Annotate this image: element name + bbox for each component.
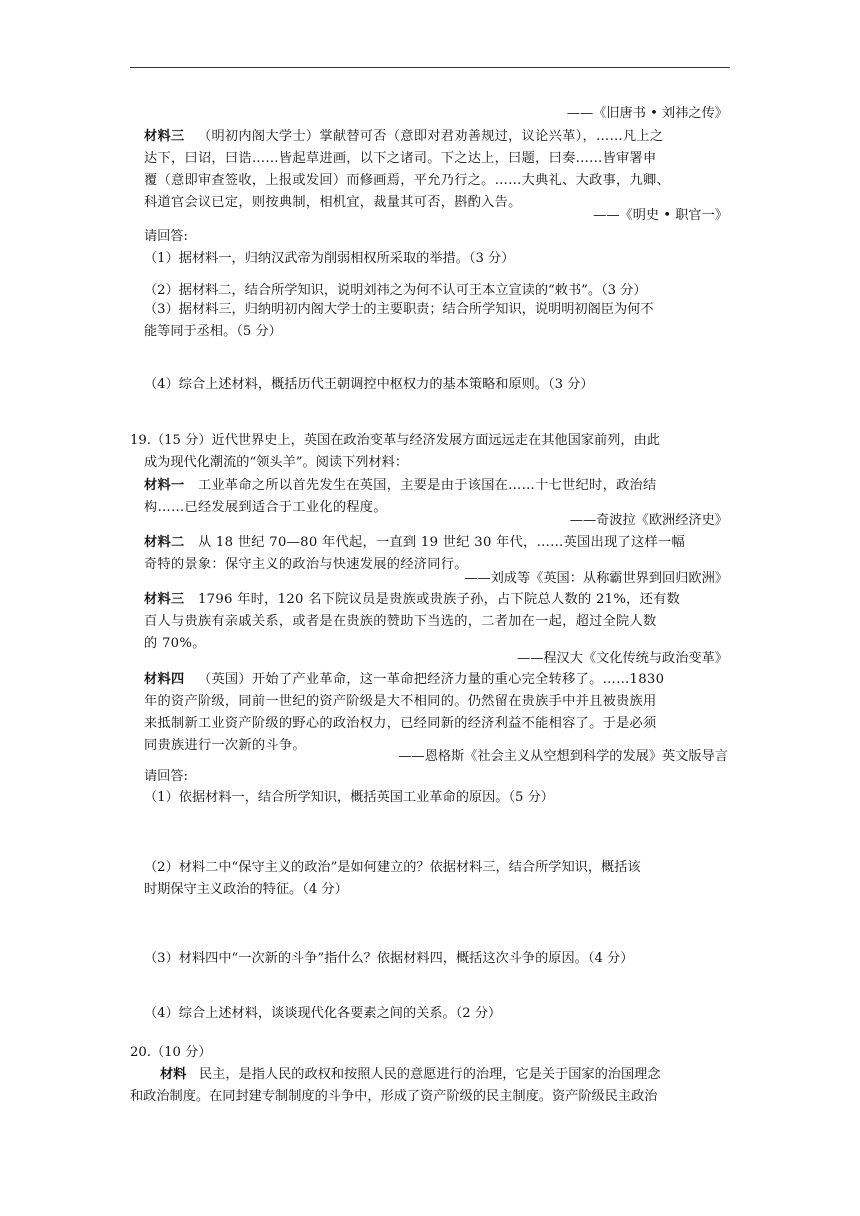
question-20-stem: 20.（10 分） [130, 1045, 212, 1060]
question-19-stem: 19.（15 分）近代世界史上，英国在政治变革与经济发展方面远远走在其他国家前列，由此 [130, 433, 660, 448]
material-text: 和政治制度。在同封建专制制度的斗争中，形成了资产阶级的民主制度。资产阶级民主政治 [130, 1089, 658, 1104]
question-19-2: （2）材料二中“保守主义的政治”是如何建立的？依据材料三，结合所学知识，概括该 [144, 860, 641, 875]
source-citation: ——奇波拉《欧洲经济史》 [569, 513, 728, 528]
question-19-1: （1）依据材料一，结合所学知识，概括英国工业革命的原因。（5 分） [144, 790, 554, 805]
material-label: 材料 [160, 1067, 187, 1082]
prompt-label: 请回答: [144, 769, 189, 784]
source-citation: ——《明史 • 职官一》 [593, 208, 728, 223]
question-1: （1）据材料一，归纳汉武帝为削弱相权所采取的举措。（3 分） [144, 251, 515, 266]
material-text: 1796 年时，120 名下院议员是贵族或贵族子孙，占下院总人数的 21%，还有数 [197, 592, 681, 607]
question-4: （4）综合上述材料，概括历代王朝调控中枢权力的基本策略和原则。（3 分） [144, 377, 594, 392]
material-text: 来抵制新工业资产阶级的野心的政治权力，已经同新的经济利益不能相容了。于是必须 [144, 716, 657, 731]
material-text: 达下，曰诏，曰诰……皆起草进画，以下之诸司。下之达上，曰题，曰奏……皆审署申 [144, 151, 657, 166]
material-text: 覆（意即审查签收，上报或发回）而修画焉，平允乃行之。……大典礼、大政事，九卿、 [144, 173, 671, 188]
material-label: 材料一 [144, 478, 185, 493]
material-text: （明初内阁大学士）掌献替可否（意即对君劝善规过，议论兴革），……凡上之 [197, 129, 664, 144]
question-3: （3）据材料三，归纳明初内阁大学士的主要职责；结合所学知识，说明明初阁臣为何不 [144, 302, 654, 317]
material-paragraph [160, 1064, 750, 1086]
material-label: 材料四 [144, 672, 185, 687]
header-rule [130, 67, 730, 68]
question-19-stem-cont: 成为现代化潮流的“领头羊”。阅读下列材料： [144, 455, 409, 470]
material-label: 材料三 [144, 129, 185, 144]
material-paragraph [144, 669, 734, 691]
material-paragraph [144, 126, 734, 148]
question-19-2-cont: 时期保守主义政治的特征。（4 分） [144, 882, 348, 897]
material-text: 的 70%。 [144, 636, 206, 651]
material-text: 年的资产阶级，同前一世纪的资产阶级是大不相同的。仍然留在贵族手中并且被贵族用 [144, 694, 657, 709]
question-3-cont: 能等同于丞相。（5 分） [144, 324, 282, 339]
question-19-3: （3）材料四中“一次新的斗争”指什么？依据材料四，概括这次斗争的原因。（4 分） [144, 951, 634, 966]
material-text: （英国）开始了产业革命，这一革命把经济力量的重心完全转移了。……1830 [197, 672, 665, 687]
material-text: 民主，是指人民的政权和按照人民的意愿进行的治理，它是关于国家的治国理念 [198, 1067, 661, 1082]
material-label: 材料三 [144, 592, 185, 607]
material-paragraph [144, 475, 734, 497]
source-citation: ——《旧唐书 • 刘祎之传》 [566, 106, 728, 121]
material-label: 材料二 [144, 535, 185, 550]
prompt-label: 请回答: [144, 229, 189, 244]
material-text: 科道官会议已定，则按典制，相机宜，裁量其可否，斟酌入告。 [144, 195, 522, 210]
material-text: 奇特的景象：保守主义的政治与快速发展的经济同行。 [144, 557, 468, 572]
source-citation: ——恩格斯《社会主义从空想到科学的发展》英文版导言 [398, 749, 728, 764]
material-text: 同贵族进行一次新的斗争。 [144, 738, 306, 753]
material-text: 工业革命之所以首先发生在英国，主要是由于该国在……十七世纪时，政治结 [197, 478, 657, 493]
material-paragraph [144, 589, 734, 611]
material-paragraph [144, 532, 734, 554]
material-text: 百人与贵族有亲戚关系，或者是在贵族的赞助下当选的，二者加在一起，超过全院人数 [144, 614, 657, 629]
question-2: （2）据材料二，结合所学知识，说明刘祎之为何不认可王本立宣读的“敕书”。（3 分） [144, 283, 647, 298]
source-citation: ——刘成等《英国：从称霸世界到回归欧洲》 [464, 571, 728, 586]
question-19-4: （4）综合上述材料，谈谈现代化各要素之间的关系。（2 分） [144, 1006, 502, 1021]
material-text: 构……已经发展到适合于工业化的程度。 [144, 500, 387, 515]
material-text: 从 18 世纪 70—80 年代起，一直到 19 世纪 30 年代，……英国出现了这样一幅 [197, 535, 685, 550]
source-citation: ——程汉大《文化传统与政治变革》 [517, 651, 728, 666]
